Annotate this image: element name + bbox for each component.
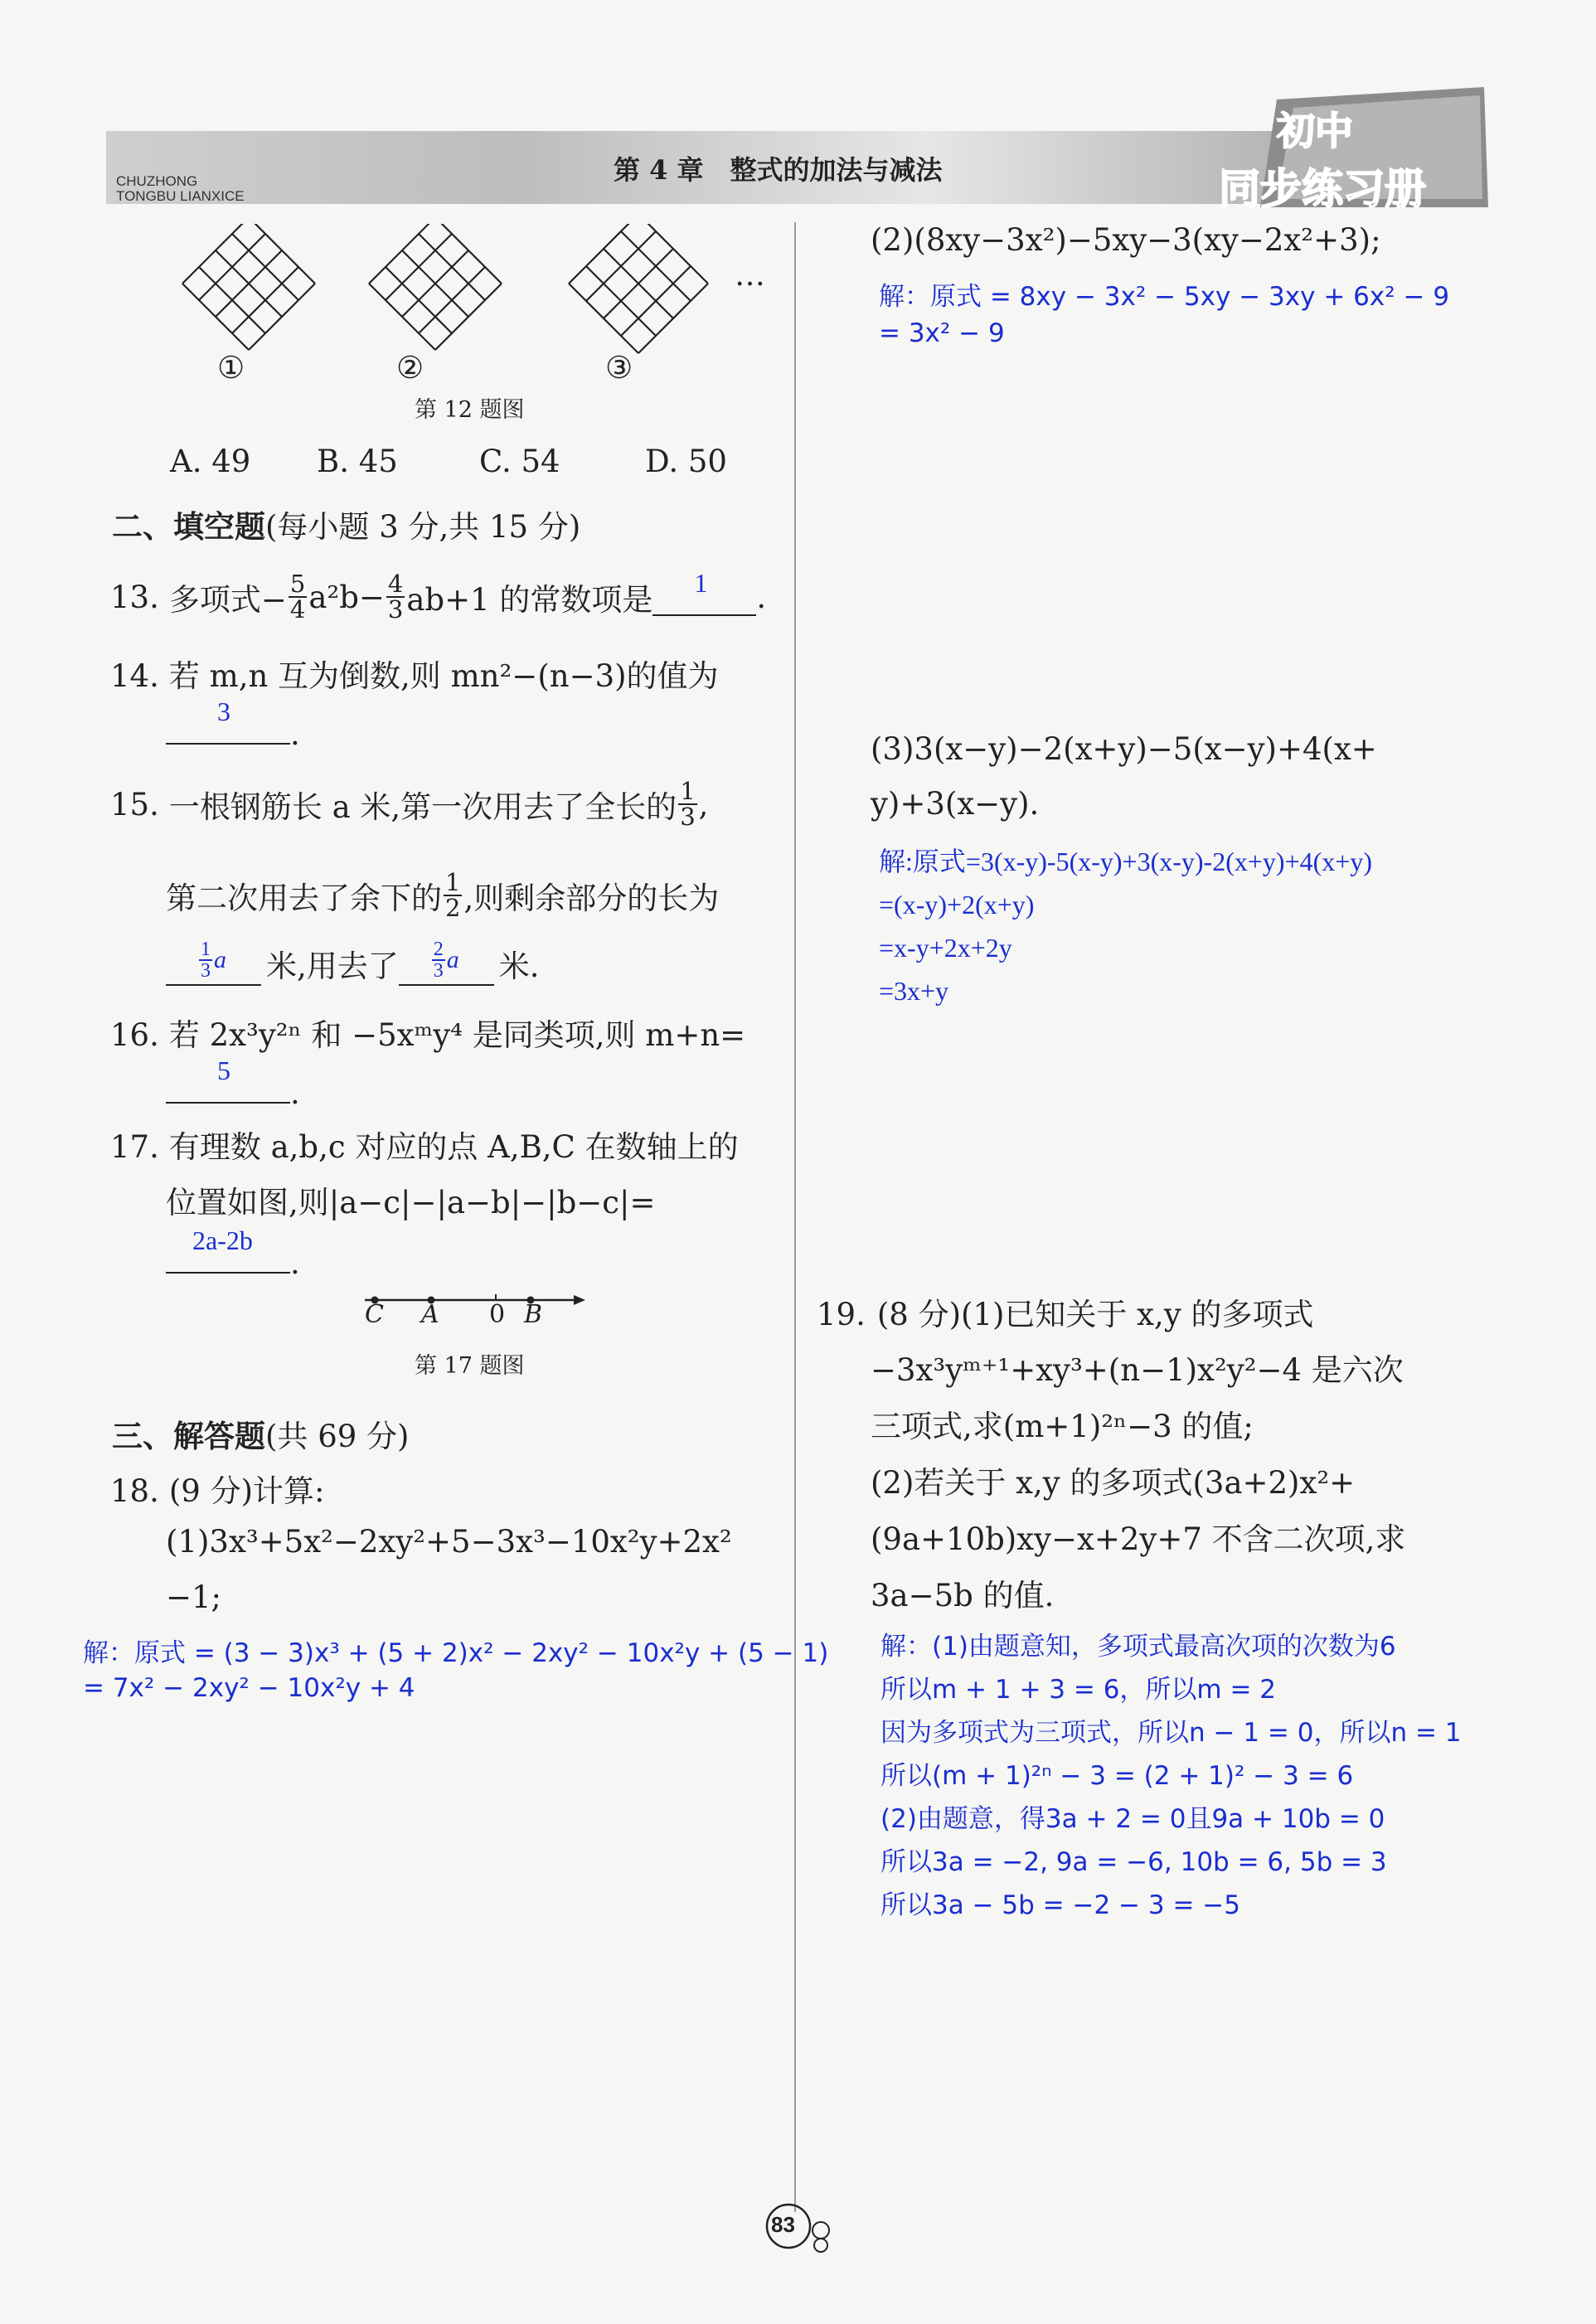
q18-part3-answer: 解:原式=3(x-y)-5(x-y)+3(x-y)-2(x+y)+4(x+y) =(x-y)+2(x+y) =x-y+2x+2y =3x+y: [879, 847, 1372, 1006]
q12-option-d: D. 50: [645, 444, 727, 479]
q18-head: 18. (9 分)计算:: [110, 1473, 325, 1509]
series-en: CHUZHONG TONGBU LIANXICE: [116, 173, 245, 204]
q12-option-a: A. 49: [170, 444, 251, 479]
brand-bottom: 同步练习册: [1219, 165, 1426, 213]
q18-part1-line1: (1)3x³+5x²−2xy²+5−3x³−10x²y+2x²: [166, 1524, 732, 1560]
q19-line1: 19. (8 分)(1)已知关于 x,y 的多项式: [817, 1297, 1314, 1332]
fig17-label-b: B: [524, 1300, 543, 1329]
q15-line1: 15. 一根钢筋长 a 米,第一次用去了全长的 $\frac{1}{3}$ ,: [110, 777, 709, 831]
page-number-badge: [751, 2199, 851, 2257]
fig12-label-3: ③: [605, 350, 633, 386]
q19-line6: 3a−5b 的值.: [871, 1578, 1055, 1613]
fig17-number-line: [357, 1283, 589, 1317]
q12-option-c: C. 54: [479, 444, 560, 479]
q12-option-b: B. 45: [317, 444, 398, 479]
q17-blank: 2a-2b .: [166, 1235, 300, 1281]
q15-answer-1: $\frac{1}{3}$ a: [201, 939, 226, 982]
chapter-title: 第 4 章 整式的加法与减法: [614, 154, 943, 186]
q18-part1-answer-2: = 7x² − 2xy² − 10x²y + 4: [83, 1673, 415, 1703]
q18-part2-answer-2: = 3x² − 9: [879, 318, 1005, 348]
q16-blank: 5 .: [166, 1065, 300, 1111]
q19-line2: −3x³yᵐ⁺¹+xy³+(n−1)x²y²−4 是六次: [871, 1352, 1404, 1388]
fig12-label-2: ②: [396, 350, 424, 386]
column-divider: [794, 222, 796, 2212]
q13-answer: 1: [694, 568, 708, 598]
q14-answer: 3: [217, 696, 230, 726]
fig12-diagram: [166, 224, 763, 398]
fig12-label-1: ①: [217, 350, 245, 386]
q18-part2: (2)(8xy−3x²)−5xy−3(xy−2x²+3);: [871, 222, 1381, 258]
q18-part1-answer-1: 解：原式 = (3 − 3)x³ + (5 + 2)x² − 2xy² − 10x²y + (5 − 1): [83, 1638, 829, 1668]
fig12-ellipsis: …: [735, 257, 765, 293]
section3-heading: 三、解答题(共 69 分): [112, 1418, 410, 1454]
q18-part2-answer-1: 解：原式 = 8xy − 3x² − 5xy − 3xy + 6x² − 9: [879, 282, 1450, 312]
q18-part3-line2: y)+3(x−y).: [871, 786, 1040, 822]
fig12-caption: 第 12 题图: [415, 397, 525, 423]
fig17-caption: 第 17 题图: [415, 1353, 525, 1379]
q15-line2: 第二次用去了余下的 $\frac{1}{2}$ ,则剩余部分的长为: [166, 868, 720, 922]
q14: 14. 若 m,n 互为倒数,则 mn²−(n−3)的值为: [110, 658, 719, 694]
q17-line1: 17. 有理数 a,b,c 对应的点 A,B,C 在数轴上的: [110, 1129, 739, 1165]
q17-answer: 2a-2b: [192, 1225, 253, 1255]
q13: 13. 多项式− $\frac{5}{4}$ a²b− $\frac{4}{3}$ ab+1 的常数项是 1 .: [110, 568, 767, 623]
q15-answer-2: $\frac{2}{3}$ a: [433, 939, 459, 982]
q19-answer: 解：(1)由题意知，多项式最高次项的次数为6 所以m + 1 + 3 = 6，所以m = 2 因为多项式为三项式，所以n − 1 = 0，所以n = 1 所以(m + 1)²ⁿ − 3 = (2 + 1)² − 3 = 6 (2)由题意，得3a + 2 = 0且9a + 10b = 0 所以3a = −2, 9a = −6, 10b = 6, 5b = 3 所以3a − 5b = −2 − 3 = −5: [880, 1632, 1462, 1920]
fig17-label-c: C: [365, 1300, 384, 1329]
q16: 16. 若 2x³y²ⁿ 和 −5xᵐy⁴ 是同类项,则 m+n=: [110, 1017, 746, 1053]
section2-heading: 二、填空题(每小题 3 分,共 15 分): [112, 508, 581, 545]
q14-blank: 3 .: [166, 706, 300, 752]
q19-line5: (9a+10b)xy−x+2y+7 不含二次项,求: [871, 1521, 1406, 1557]
page-number: 83: [771, 2212, 795, 2237]
fig17-label-0: 0: [489, 1300, 506, 1329]
q16-answer: 5: [217, 1055, 230, 1085]
q18-part1-line2: −1;: [166, 1579, 222, 1615]
q19-line4: (2)若关于 x,y 的多项式(3a+2)x²+: [871, 1465, 1356, 1501]
q19-line3: 三项式,求(m+1)²ⁿ−3 的值;: [871, 1409, 1254, 1444]
q18-part3-line1: (3)3(x−y)−2(x+y)−5(x−y)+4(x+: [871, 731, 1377, 767]
brand-top: 初中: [1277, 109, 1353, 153]
fig17-label-a: A: [421, 1300, 439, 1329]
q15-line3: $\frac{1}{3}$ a 米,用去了 $\frac{2}{3}$ a 米.: [166, 941, 540, 986]
q17-line2: 位置如图,则|a−c|−|a−b|−|b−c|=: [166, 1185, 656, 1220]
